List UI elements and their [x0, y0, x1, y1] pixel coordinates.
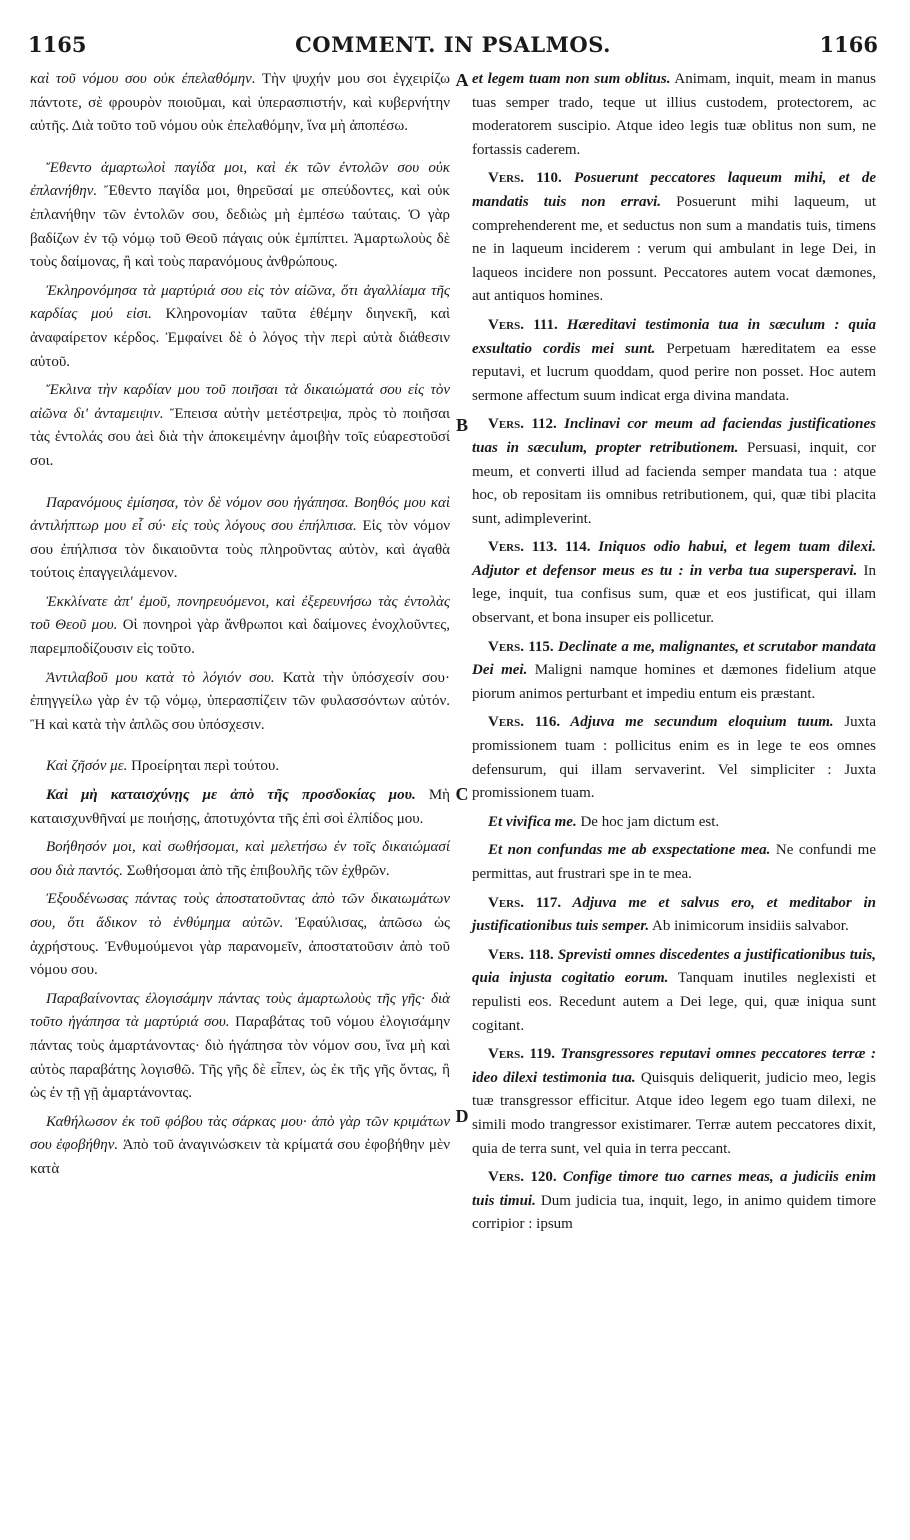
latin-commentary: Animam, inquit, meam in manus tuas semper trado, teque ut illius custodem, protectorem, ac moderatorem suscipio. Atque ideo legis tuæ oblitus non sum, ne fortassis caderem. — [472, 71, 876, 158]
verse-number: Vers. 115. — [488, 638, 554, 655]
latin-paragraph — [472, 839, 876, 886]
greek-paragraph — [30, 784, 450, 831]
verse-number: Vers. 117. — [488, 894, 562, 911]
latin-lemma: Posuerunt peccatores laqueum mihi, et de mandatis tuis non erravi. — [472, 170, 876, 210]
greek-commentary: Σωθήσομαι ἀπὸ τῆς ἐπιβουλῆς τῶν ἐχθρῶν. — [123, 862, 390, 879]
greek-paragraph — [30, 68, 450, 139]
greek-commentary: Μὴ καταισχυνθῆναί με ποιήσῃς, ἀποτυχόντα τῆς ἐπὶ σοὶ ἐλπίδος μου. — [30, 787, 451, 827]
greek-commentary: Κατὰ τὴν ὑπόσχεσίν σου· ἐπηγγείλω γὰρ ἐν τῷ νόμῳ, ὑπερασπίζειν τῶν φυλασσόντων αὐτόν. Ἢ καὶ κατὰ τὴν ἁπλῶς σου ὑπόσχεσιν. — [30, 669, 450, 733]
latin-commentary: Ne confundi me permittas, aut frustrari spe in te mea. — [472, 842, 876, 882]
greek-lemma: Ἐκκλίνατε ἀπ' ἐμοῦ, πονηρευόμενοι, καὶ ἐξερευνήσω τὰς ἐντολὰς τοῦ Θεοῦ μου. — [30, 593, 450, 634]
greek-paragraph — [30, 492, 450, 586]
latin-commentary: De hoc jam dictum est. — [576, 813, 720, 830]
verse-number: Vers. 119. — [488, 1046, 555, 1063]
greek-commentary: Ἐφαύλισας, ἀπῶσω ὡς ἀχρήστους. Ἐνθυμούμενοι γὰρ παρανομεῖν, ἀποστατοῦσιν ἀπὸ τοῦ νόμου σου. — [30, 915, 450, 979]
greek-commentary: Κληρονομίαν ταῦτα ἐθέμην διηνεκῆ, καὶ ἀναφαίρετον κέρδος. Ἐμφαίνει δὲ ὁ λόγος τὴν περὶ αὐτὰ διάθεσιν αὐτοῦ. — [30, 306, 450, 370]
page-number-right: 1166 — [819, 32, 878, 57]
verse-number: Vers. 113. 114. — [488, 539, 591, 556]
page-header — [28, 32, 878, 60]
latin-paragraph — [472, 892, 876, 939]
latin-paragraph — [472, 711, 876, 805]
greek-lemma: καὶ τοῦ νόμου σου οὐκ ἐπελαθόμην. — [30, 71, 256, 87]
greek-lemma: Ἐκληρονόμησα τὰ μαρτύριά σου εἰς τὸν αἰῶνα, ὅτι ἀγαλλίαμα τῆς καρδίας μού εἰσι. — [30, 282, 450, 323]
greek-lemma: Καθήλωσον ἐκ τοῦ φόβου τὰς σάρκας μου· ἀπὸ γὰρ τῶν κριμάτων σου ἐφοβήθην. — [30, 1113, 450, 1154]
greek-paragraph — [30, 591, 450, 662]
verse-number: Vers. 111. — [488, 316, 558, 333]
column-marker-c: C — [455, 784, 469, 804]
greek-lemma: Ἔθεντο ἁμαρτωλοὶ παγίδα μοι, καὶ ἐκ τῶν ἐντολῶν σου οὐκ ἐπλανήθην. — [30, 159, 450, 200]
latin-lemma: Iniquos odio habui, et legem tuam dilexi. Adjutor et defensor meus es tu : in verba tua supersperavi. — [472, 539, 876, 579]
greek-lemma: Καὶ ζῆσόν με. — [46, 758, 128, 775]
latin-paragraph — [472, 68, 876, 162]
greek-commentary: Οἱ πονηροὶ γὰρ ἄνθρωποι καὶ δαίμονες ἐνοχλοῦντες, παρεμποδίζουσιν εἰς τοῦτο. — [30, 617, 450, 658]
greek-commentary: Ἔπεισα αὐτὴν μετέστρεψα, πρὸς τὸ ποιῆσαι τὰς ἐντολάς σου ἀεὶ διὰ τὴν ἀποκειμένην ἀμοιβὴν τοῖς εὐαρεστοῦσί σοι. — [30, 405, 450, 469]
greek-paragraph — [30, 379, 450, 473]
greek-paragraph — [30, 667, 450, 738]
greek-lemma: Παρανόμους ἐμίσησα, τὸν δὲ νόμον σου ἠγάπησα. Βοηθός μου καὶ ἀντιλήπτωρ μου εἶ σύ· εἰς τοὺς λόγους σου ἐπήλπισα. — [30, 494, 450, 535]
latin-paragraph — [472, 413, 876, 531]
latin-commentary: In lege, inquit, tua confisus sum, quæ et eos justificat, qui illam observant, et bona insuper eis pollicetur. — [472, 562, 876, 627]
latin-commentary: Maligni namque homines et dæmones fidelium atque piorum animos perturbant et impediu entum eis præstant. — [472, 662, 877, 702]
latin-commentary: Posuerunt mihi laqueum, ut comprehenderent me, et seductus non sum a mandatis tuis, timens ne in laqueum inciderem : verum qui ambulant in lege Dei, in laqueos incidere non possunt. Peccatores autem vocat dæmones, aut antiquos homines. — [472, 193, 876, 305]
running-title: COMMENT. IN PSALMOS. — [295, 32, 611, 57]
latin-lemma: Confige timore tuo carnes meas, a judiciis enim tuis timui. — [472, 1169, 877, 1209]
verse-number: Vers. 116. — [488, 714, 561, 731]
verse-number: Vers. 120. — [488, 1169, 557, 1186]
latin-commentary: Dum judicia tua, inquit, lego, in animo quidem timore corripior : ipsum — [472, 1192, 877, 1233]
greek-paragraph — [30, 1111, 450, 1182]
latin-lemma: Inclinavi cor meum ad faciendas justificationes tuas in sæculum, propter retributionem. — [472, 416, 876, 456]
greek-paragraph — [30, 988, 450, 1106]
page-number-left: 1165 — [28, 32, 87, 57]
latin-paragraph — [472, 811, 876, 835]
latin-column — [472, 68, 876, 1242]
greek-lemma: Ἀντιλαβοῦ μου κατὰ τὸ λόγιόν σου. — [46, 669, 275, 686]
greek-lemma: Ἔκλινα τὴν καρδίαν μου τοῦ ποιῆσαι τὰ δικαιώματά σου εἰς τὸν αἰῶνα δι' ἀνταμειψιν. — [30, 382, 450, 422]
latin-paragraph — [472, 167, 876, 309]
latin-commentary: Quisquis deliquerit, judicio meo, legis tuæ transgressor efficitur. Atque ideo legem ego tuam dilexi, ne simili modo trangressor existimarer. Terræ autem peccatores dixit, quia de terra sunt, vel quia in terra peccant. — [472, 1069, 877, 1157]
column-marker-a: A — [455, 70, 469, 90]
latin-commentary: Persuasi, inquit, cor meum, et converti illud ad facienda semper mandata tua : atque hoc, ob repositam iis omnibus retributionem, qui, quæ tibi placita sunt, adimpleverint. — [472, 439, 876, 527]
greek-paragraph — [30, 280, 450, 374]
verse-number: Vers. 118. — [488, 946, 554, 963]
latin-lemma: Hæreditavi testimonia tua in sæculum : quia exsultatio cordis mei sunt. — [472, 316, 877, 357]
latin-lemma: Adjuva me et salvus ero, et meditabor in justificationibus tuis semper. — [472, 894, 876, 935]
latin-paragraph — [472, 636, 876, 707]
greek-paragraph — [30, 888, 450, 982]
greek-commentary: Προείρηται περὶ τούτου. — [127, 758, 280, 775]
greek-paragraph — [30, 836, 450, 883]
latin-commentary: Perpetuam hæreditatem ea esse reputavi, et lucrum quoddam, quod perire non posset. Hoc autem sermone affectum suum indicat erga divina mandata. — [472, 340, 876, 404]
latin-commentary: Juxta promissionem tuam : pollicitus enim es in lege te eos omnes defensurum, qui illam servaverint. Vel simpliciter : Juxta promissionem tuam. — [472, 714, 877, 802]
latin-lemma: Et non confundas me ab exspectatione mea. — [488, 842, 771, 859]
greek-lemma: Ἐξουδένωσας πάντας τοὺς ἀποστατοῦντας ἀπὸ τῶν δικαιωμάτων σου, ὅτι ἄδικον τὸ ἐνθύμημα αὐτῶν. — [30, 891, 450, 931]
greek-commentary: Ἀπὸ τοῦ ἀναγινώσκειν τὰ κρίματά σου ἐφοβήθην μὲν κατὰ — [30, 1137, 451, 1177]
greek-lemma: Καὶ μὴ καταισχύνῃς με ἀπὸ τῆς προσδοκίας μου. — [46, 787, 416, 804]
greek-commentary: Εἰς τὸν νόμον σου ἐπήλπισα τὸν δικαιοῦντα τοὺς πληροῦντας αὐτὸν, καὶ ἀγαθὰ τούτοις ἐπαγγειλάμενον. — [30, 518, 451, 582]
greek-commentary: Ἔθεντο παγίδα μοι, θηρεῦσαί με σπεύδοντες, καὶ οὐκ ἐπλανήθην τῶν ἐντολῶν σου, δεδιὼς μὴ ἐμπέσω ταύταις. Ὁ γὰρ βαδίζων ἐν τῷ νόμῳ τοῦ Θεοῦ πάγαις οὐκ ἐμπίπτει. Ἁμαρτωλοὺς δὲ τοὺς δαίμονας, ἢ καὶ τοὺς παρανόμους ἀνθρώπους. — [30, 183, 450, 271]
latin-lemma: Et vivifica me. — [488, 813, 577, 830]
greek-column — [30, 68, 450, 1187]
latin-lemma: Declinate a me, malignantes, et scrutabor mandata Dei mei. — [472, 638, 876, 679]
verse-number: Vers. 110. — [488, 170, 562, 187]
greek-paragraph — [30, 755, 450, 779]
latin-lemma: et legem tuam non sum oblitus. — [472, 71, 671, 87]
latin-lemma: Transgressores reputavi omnes peccatores terræ : ideo dilexi testimonia tua. — [472, 1046, 876, 1086]
greek-lemma: Βοήθησόν μοι, καὶ σωθήσομαι, καὶ μελετήσω ἐν τοῖς δικαιώμασί σου διὰ παντός. — [30, 839, 450, 879]
latin-lemma: Adjuva me secundum eloquium tuum. — [560, 714, 834, 731]
column-marker-b: B — [455, 415, 468, 435]
latin-paragraph — [472, 1166, 876, 1237]
greek-commentary: Παραβάτας τοῦ νόμου ἐλογισάμην πάντας τοὺς ἁμαρτάνοντας· διὸ ἠγάπησα τὸν νόμον σου, ἵνα μὴ καὶ αὐτὸς παραβάτης λογισθῶ. Τῆς γῆς δὲ εἶπεν, ὡς ἐκ τῆς γῆς ὄντας, ἢ ὡς ἐν τῇ γῇ ἁμαρτάνοντας. — [30, 1014, 450, 1102]
latin-lemma: Sprevisti omnes discedentes a justificationibus tuis, quia injusta cogitatio eorum. — [472, 946, 876, 987]
greek-paragraph — [30, 157, 450, 275]
verse-number: Vers. 112. — [488, 416, 557, 433]
column-marker-d: D — [455, 1106, 469, 1126]
latin-paragraph — [472, 536, 876, 630]
greek-commentary: Τὴν ψυχήν μου σοι ἐγχειρίζω πάντοτε, σὲ φρουρὸν ποιοῦμαι, καὶ ὑπερασπιστήν, καὶ κυβερνήτην αὐτῆς. Διὰ τοῦτο τοῦ νόμου οὐκ ἐπελαθόμην, ἵνα μὴ ἀποπέσω. — [30, 71, 450, 135]
latin-commentary: Ab inimicorum insidiis salvabor. — [649, 918, 849, 935]
latin-paragraph — [472, 944, 876, 1038]
latin-paragraph — [472, 1043, 876, 1161]
latin-commentary: Tanquam inutiles neglexisti et repulisti eos. Recedunt autem a Dei lege, qui, quæ iniqua sunt cogitant. — [472, 970, 877, 1034]
greek-lemma: Παραβαίνοντας ἐλογισάμην πάντας τοὺς ἁμαρτωλοὺς τῆς γῆς· διὰ τοῦτο ἠγάπησα τὰ μαρτύριά σου. — [30, 990, 450, 1031]
latin-paragraph — [472, 314, 876, 408]
